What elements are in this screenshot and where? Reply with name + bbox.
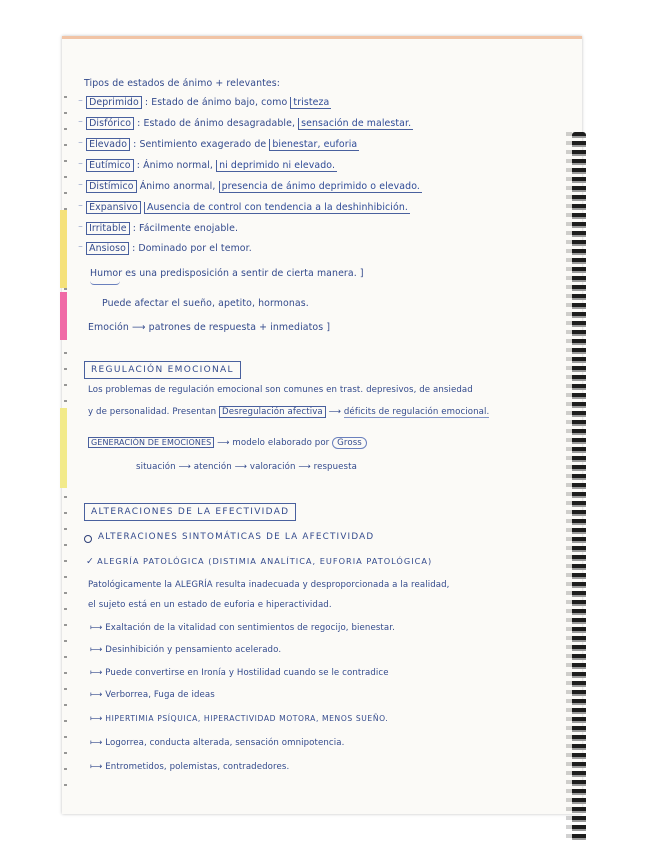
symptomatic-title: ALTERACIONES SINTOMÁTICAS DE LA AFECTIVIDAD xyxy=(98,532,375,542)
dash-mark: ⁻ xyxy=(78,181,84,192)
arrow-mark: ⟶ xyxy=(178,462,191,472)
humor-effect: Puede afectar el sueño, apetito, hormonas. xyxy=(102,298,309,309)
arrow-mark: ⟶ xyxy=(132,322,146,333)
dash-mark: ⁻ xyxy=(78,139,84,150)
yellow-tab xyxy=(60,210,67,288)
mood-item xyxy=(78,223,238,234)
bracket-mark: ] xyxy=(359,268,364,279)
mood-tag: tristeza xyxy=(290,97,331,109)
bracket-mark: ] xyxy=(326,322,331,333)
mood-term: Expansivo xyxy=(86,201,141,214)
underline-squiggle xyxy=(90,281,120,285)
mood-term: Elevado xyxy=(86,138,130,151)
arrow-mark: ⟼ xyxy=(90,645,103,655)
mood-definition: : Fácilmente enojable. xyxy=(132,223,239,234)
arrow-mark: ⟶ xyxy=(328,407,342,417)
mood-definition: : Estado de ánimo desagradable, xyxy=(137,118,296,129)
mood-term: Eutímico xyxy=(86,159,134,172)
dash-mark: ⁻ xyxy=(78,243,84,254)
regulation-text-a: y de personalidad. Presentan xyxy=(88,407,217,417)
symptom-item xyxy=(90,645,281,655)
mood-term: Distímico xyxy=(86,180,137,193)
process-step: respuesta xyxy=(313,462,357,472)
symptom-item xyxy=(90,690,215,700)
arrow-mark: ⟼ xyxy=(90,738,103,748)
gross-oval: Gross xyxy=(332,437,367,449)
arrow-mark: ⟼ xyxy=(90,668,103,678)
pathological-joy-title xyxy=(86,556,432,567)
mood-definition: : Estado de ánimo bajo, como xyxy=(144,97,288,108)
symptom-item xyxy=(90,668,389,678)
symptom-item xyxy=(90,623,395,633)
arrow-mark: ⟼ xyxy=(90,690,103,700)
pathological-joy-text: ALEGRÍA PATOLÓGICA (DISTIMIA ANALÍTICA, EUFORIA PATOLÓGICA) xyxy=(97,556,433,566)
mood-definition: : Ánimo normal, xyxy=(136,160,214,171)
spiral-binding xyxy=(572,132,586,842)
humor-definition xyxy=(90,268,364,279)
symptom-text: Verborrea, Fuga de ideas xyxy=(105,690,215,700)
dash-mark: ⁻ xyxy=(78,160,84,171)
mood-definition: : Sentimiento exagerado de xyxy=(133,139,267,150)
arrow-mark: ⟶ xyxy=(234,462,248,472)
symptom-text: Puede convertirse en Ironía y Hostilidad cuando se le contradice xyxy=(105,668,389,678)
mood-tag: sensación de malestar. xyxy=(298,118,413,130)
alterations-title: ALTERACIONES DE LA EFECTIVIDAD xyxy=(84,503,296,521)
dysregulation-box: Desregulación afectiva xyxy=(219,406,326,418)
symptom-text: Logorrea, conducta alterada, sensación omnipotencia. xyxy=(105,738,345,748)
humor-text: Humor es una predisposición a sentir de cierta manera. xyxy=(90,268,357,279)
mood-item xyxy=(78,243,252,254)
arrow-mark: ⟶ xyxy=(217,438,230,448)
symptom-text: Entrometidos, polemistas, contradedores. xyxy=(105,762,290,772)
regulation-title: REGULACIÓN EMOCIONAL xyxy=(84,361,241,379)
pathological-paragraph-line2: el sujeto está en un estado de euforia e hiperactividad. xyxy=(88,600,332,610)
mood-tag: Ausencia de control con tendencia a la deshinhibición. xyxy=(144,202,410,214)
symptom-text: Desinhibición y pensamiento acelerado. xyxy=(105,645,282,655)
symptom-text: HIPERTIMIA PSÍQUICA, HIPERACTIVIDAD MOTORA, MENOS SUEÑO. xyxy=(105,714,389,723)
pink-tab xyxy=(60,292,67,340)
mood-item xyxy=(78,202,410,213)
mood-item xyxy=(78,118,413,129)
process-step: atención xyxy=(193,462,232,472)
mood-item xyxy=(78,139,359,150)
mood-definition: Ánimo anormal, xyxy=(139,181,216,192)
arrow-mark: ⟼ xyxy=(90,623,103,633)
symptom-item xyxy=(90,762,289,772)
mood-term: Deprimido xyxy=(86,96,142,109)
spiral-shadow xyxy=(566,132,572,842)
dash-mark: ⁻ xyxy=(78,223,84,234)
mood-item xyxy=(78,160,337,171)
emotion-label: Emoción xyxy=(88,322,129,333)
mood-tag: ni deprimido ni elevado. xyxy=(216,160,337,172)
yellow-tab-lower xyxy=(60,408,67,488)
dash-mark: ⁻ xyxy=(78,118,84,129)
mood-item xyxy=(78,181,422,192)
check-icon: ✓ xyxy=(86,556,94,567)
process-step: situación xyxy=(136,462,176,472)
regulation-paragraph-line1: Los problemas de regulación emocional son comunes en trast. depresivos, de ansiedad xyxy=(88,385,473,395)
arrow-mark: ⟼ xyxy=(90,762,103,772)
mood-tag: bienestar, euforia xyxy=(269,139,359,151)
symptom-item xyxy=(90,714,388,724)
mood-term: Disfórico xyxy=(86,117,134,130)
generation-box: GENERACIÓN DE EMOCIONES xyxy=(88,437,214,448)
symptom-text: Exaltación de la vitalidad con sentimientos de regocijo, bienestar. xyxy=(105,623,395,633)
arrow-mark: ⟶ xyxy=(298,462,311,472)
regulation-paragraph-line2 xyxy=(88,407,489,417)
mood-term: Ansioso xyxy=(86,242,129,255)
bullet-icon xyxy=(84,535,92,543)
process-step: valoración xyxy=(249,462,296,472)
generation-text: modelo elaborado por xyxy=(232,438,330,448)
generation-line xyxy=(88,438,367,448)
arrow-mark: ⟼ xyxy=(90,714,103,724)
emotion-process-flow xyxy=(136,462,357,472)
emotion-text: patrones de respuesta + inmediatos xyxy=(148,322,324,333)
mood-tag: presencia de ánimo deprimido o elevado. xyxy=(219,181,422,193)
regulation-text-b: déficits de regulación emocional. xyxy=(343,407,490,417)
mood-item xyxy=(78,97,331,108)
mood-term: Irritable xyxy=(86,222,130,235)
mood-types-heading: Tipos de estados de ánimo + relevantes: xyxy=(84,78,280,89)
emotion-definition xyxy=(88,322,330,333)
symptom-item xyxy=(90,738,344,748)
dash-mark: ⁻ xyxy=(78,97,84,108)
mood-definition: : Dominado por el temor. xyxy=(132,243,252,254)
pathological-paragraph-line1: Patológicamente la ALEGRÍA resulta inadecuada y desproporcionada a la realidad, xyxy=(88,580,450,590)
dash-mark: ⁻ xyxy=(78,202,84,213)
